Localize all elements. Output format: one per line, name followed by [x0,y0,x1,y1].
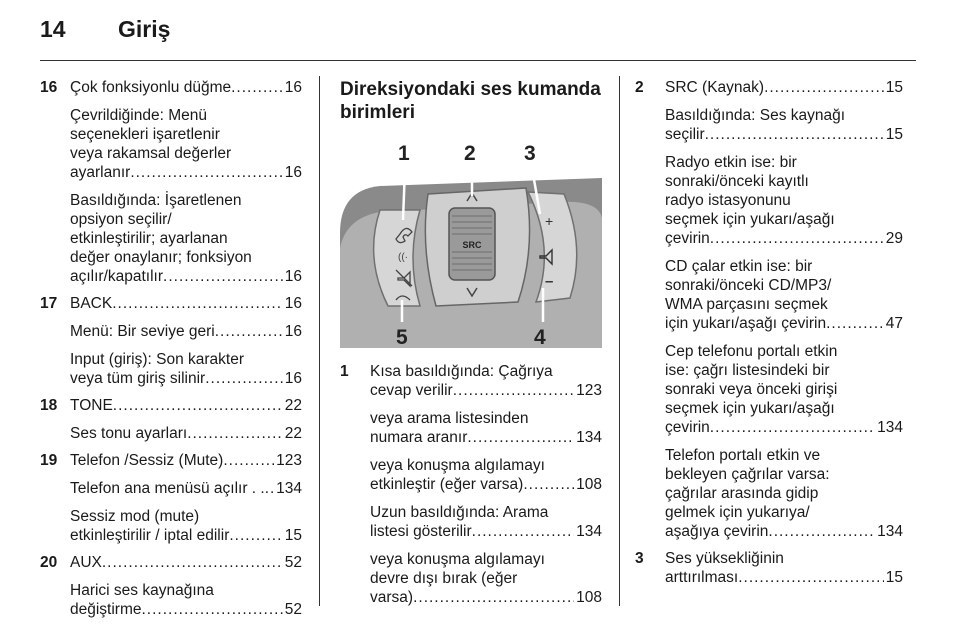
dot-leader [705,125,884,144]
entry-text: Basıldığında: Ses kaynağı [665,107,846,124]
entry-text: Ses tonu ayarları [70,425,188,442]
entry-text: sonraki/önceki CD/MP3/ [665,277,832,294]
entry-paragraph [370,550,602,607]
toc-line [70,451,302,470]
page-number: 14 [40,16,66,42]
dot-leader [826,314,884,333]
page-reference: 134 [576,523,602,540]
entry-text: opsiyon seçilir/ [70,211,172,228]
page-title: Giriş [118,16,171,42]
entry-paragraph [665,257,903,333]
figure-label-1: 1 [398,142,410,165]
entry-text: Ses yüksekliğinin [665,550,784,567]
page-reference: 29 [885,230,903,247]
entry-text: etkinleştirilir; ayarlanan [70,230,228,247]
toc-line [370,428,602,447]
dot-leader [710,229,884,248]
page-reference: 15 [284,527,302,544]
column-divider-2 [619,76,620,606]
page-reference: 52 [284,601,302,618]
figure-label-5: 5 [396,326,408,348]
section-title-line: birimleri [340,102,415,123]
entry-paragraph [70,78,302,97]
index-entry [40,553,302,619]
dot-leader [187,424,283,443]
dot-leader [472,522,574,541]
entry-text: veya konuşma algılamayı [370,551,545,568]
dot-leader [142,600,283,619]
entry-text: çevirin [665,419,710,436]
toc-line [70,322,302,341]
toc-line [70,294,302,313]
dot-leader [467,428,574,447]
entry-text: veya arama listesinden [370,410,529,427]
entry-text: arttırılması [665,569,739,586]
page-reference: 16 [284,323,302,340]
entry-paragraph [370,409,602,447]
toc-line [70,526,302,545]
entry-text: Sessiz mod (mute) [70,508,200,525]
page-reference: 15 [885,569,903,586]
index-entry [340,362,602,607]
toc-line [370,522,602,541]
entry-paragraph [70,294,302,313]
entry-text: CD çalar etkin ise: bir [665,258,813,275]
entry-paragraph [665,106,903,144]
entry-paragraph [70,451,302,470]
page-reference: 134 [276,480,302,497]
entry-paragraph [70,396,302,415]
toc-line [665,78,903,97]
entry-text: veya konuşma algılamayı [370,457,545,474]
toc-line [70,600,302,619]
entry-text: sonraki/önceki kayıtlı [665,173,809,190]
entry-text: TONE [70,397,113,414]
column-1 [40,78,302,619]
entry-text: etkinleştir (eğer varsa) [370,476,524,493]
entry-paragraph [70,350,302,388]
entry-text: veya rakamsal değerler [70,145,232,162]
dot-leader [413,588,574,607]
toc-line [370,588,602,607]
toc-line [70,553,302,572]
figure-label-3: 3 [524,142,536,165]
entry-text: çevirin [665,230,710,247]
toc-line [70,267,302,286]
entry-text: Input (giriş): Son karakter [70,351,245,368]
toc-line [70,396,302,415]
dot-leader [229,526,282,545]
column-divider-1 [319,76,320,606]
toc-line [370,475,602,494]
entry-text: numara aranır [370,429,468,446]
figure-label-4: 4 [534,326,546,348]
dot-leader [102,553,283,572]
entry-text: Telefon ana menüsü açılır . . [70,480,265,497]
voice-icon: ((· [398,252,408,263]
entry-number: 20 [40,554,58,571]
page-reference: 123 [576,382,602,399]
entry-text: varsa) [370,589,414,606]
entry-number: 16 [40,79,58,96]
entry-number: 17 [40,295,58,312]
entry-text: Çok fonksiyonlu düğme [70,79,232,96]
entry-text: seçmek için yukarı/aşağı [665,211,835,228]
entry-paragraph [370,456,602,494]
index-entry [635,549,903,587]
toc-line [665,522,903,541]
control-descriptions [340,362,602,607]
page-reference: 16 [284,79,302,96]
index-entry [40,451,302,545]
dot-leader [738,568,884,587]
entry-paragraph [70,106,302,182]
column-2 [340,78,602,607]
index-entry [635,78,903,541]
section-title-line: Direksiyondaki ses kumanda [340,79,601,100]
entry-text: SRC (Kaynak) [665,79,765,96]
entry-paragraph [70,191,302,286]
toc-line [70,369,302,388]
entry-number: 2 [635,79,644,96]
dot-leader [523,475,574,494]
dot-leader [205,369,283,388]
header-rule [40,60,916,61]
entry-paragraph [665,446,903,541]
toc-line [665,125,903,144]
minus-icon: – [545,273,554,290]
page-reference: 134 [576,429,602,446]
entry-paragraph [665,342,903,437]
entry-text: Radyo etkin ise: bir [665,154,797,171]
entry-text: değiştirme [70,601,142,618]
toc-line [665,568,903,587]
entry-text: BACK [70,295,113,312]
entry-text: ise: çağrı listesindeki bir [665,362,830,379]
dot-leader [215,322,283,341]
entry-text: Harici ses kaynağına [70,582,214,599]
entry-number: 18 [40,397,58,414]
dot-leader [130,163,282,182]
steering-wheel-controls-figure [340,138,602,348]
entry-text: Cep telefonu portalı etkin [665,343,838,360]
page-reference: 16 [284,370,302,387]
page-reference: 47 [885,315,903,332]
entry-paragraph [370,362,602,400]
src-button-label: SRC [462,240,482,250]
dot-leader [764,78,884,97]
entry-number: 3 [635,550,644,567]
entry-text: için yukarı/aşağı çevirin [665,315,827,332]
entry-text: WMA parçasını seçmek [665,296,828,313]
index-entry [40,294,302,388]
page-reference: 134 [877,523,903,540]
page-reference: 52 [284,554,302,571]
entry-text: Telefon /Sessiz (Mute) [70,452,224,469]
entry-paragraph [70,581,302,619]
toc-line [665,229,903,248]
page-reference: 16 [284,268,302,285]
toc-line [70,163,302,182]
entry-text: Uzun basıldığında: Arama [370,504,549,521]
index-entry [40,396,302,443]
dot-leader [453,381,574,400]
page-reference: 22 [284,425,302,442]
entry-text: veya tüm giriş silinir [70,370,206,387]
entry-text: ayarlanır [70,164,131,181]
entry-text: Çevrildiğinde: Menü [70,107,207,124]
dot-leader [265,479,274,498]
page-reference: 15 [885,79,903,96]
dot-leader [710,418,875,437]
dot-leader [112,294,283,313]
entry-text: aşağıya çevirin [665,523,769,540]
figure-label-2: 2 [464,142,476,165]
toc-line [70,479,302,498]
entry-paragraph [70,553,302,572]
entry-paragraph [70,322,302,341]
entry-text: Basıldığında: İşaretlenen [70,192,242,209]
dot-leader [163,267,283,286]
page-reference: 134 [877,419,903,436]
entry-text: etkinleştirilir / iptal edilir [70,527,230,544]
entry-text: sonraki veya önceki girişi [665,381,838,398]
entry-paragraph [665,549,903,587]
entry-text: AUX [70,554,102,571]
entry-text: çağrılar arasında gidip [665,485,819,502]
entry-text: seçilir [665,126,705,143]
column-3 [635,78,903,587]
page-reference: 16 [284,295,302,312]
entry-text: seçenekleri işaretlenir [70,126,220,143]
entry-text: Telefon portalı etkin ve [665,447,821,464]
page-reference: 22 [284,397,302,414]
entry-paragraph [665,78,903,97]
page-reference: 15 [885,126,903,143]
entry-text: radyo istasyonunu [665,192,791,209]
page-reference: 108 [576,476,602,493]
section-title [340,78,602,124]
entry-text: devre dışı bırak (eğer [370,570,518,587]
dot-leader [113,396,283,415]
toc-line [370,381,602,400]
entry-text: değer onaylanır; fonksiyon [70,249,252,266]
toc-line [70,78,302,97]
entry-text: Kısa basıldığında: Çağrıya [370,363,553,380]
index-entry [40,78,302,286]
dot-leader [231,78,283,97]
entry-number: 1 [340,363,349,380]
page-reference: 16 [284,164,302,181]
entry-text: Menü: Bir seviye geri [70,323,215,340]
entry-text: gelmek için yukarıya/ [665,504,810,521]
dot-leader [223,451,274,470]
entry-paragraph [70,424,302,443]
entry-paragraph [665,153,903,248]
page-reference: 108 [576,589,602,606]
toc-line [665,314,903,333]
plus-icon: + [545,213,554,229]
dot-leader [768,522,875,541]
entry-paragraph [70,507,302,545]
steering-wheel-illustration [340,138,602,348]
entry-paragraph [370,503,602,541]
entry-text: açılır/kapatılır [70,268,164,285]
entry-text: listesi gösterilir [370,523,472,540]
page-reference: 123 [276,452,302,469]
entry-text: bekleyen çağrılar varsa: [665,466,830,483]
entry-text: cevap verilir [370,382,453,399]
entry-number: 19 [40,452,58,469]
entry-text: seçmek için yukarı/aşağı [665,400,835,417]
toc-line [70,424,302,443]
toc-line [665,418,903,437]
entry-paragraph [70,479,302,498]
